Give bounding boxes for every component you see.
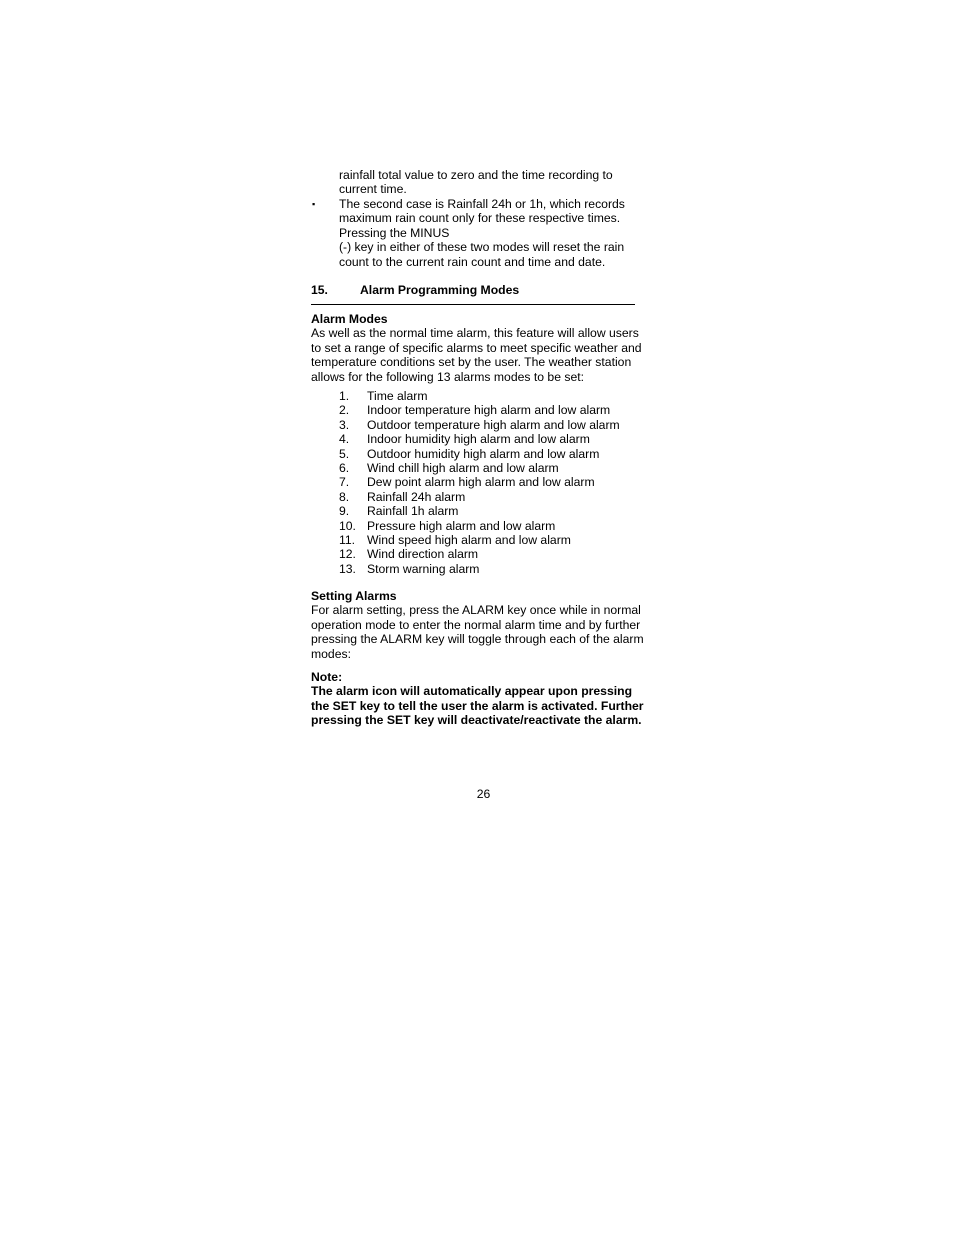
continuation-line: rainfall total value to zero and the time recording to <box>339 168 613 182</box>
list-item-number: 3. <box>339 417 350 432</box>
list-item-label: Indoor temperature high alarm and low alarm <box>367 403 611 418</box>
list-item-number: 10. <box>339 518 356 533</box>
list-item <box>311 504 659 518</box>
section-title: Alarm Programming Modes <box>360 283 520 297</box>
list-item-label: Rainfall 24h alarm <box>367 489 466 504</box>
alarm-list <box>311 389 659 576</box>
list-item-number: 9. <box>339 504 350 519</box>
list-item-label: Rainfall 1h alarm <box>367 504 459 519</box>
list-item-label: Outdoor humidity high alarm and low alarm <box>367 446 600 461</box>
alarm-modes-line: to set a range of specific alarms to meet specific weather and <box>311 340 642 355</box>
bullet-item <box>311 197 659 269</box>
list-item <box>311 403 659 417</box>
setting-alarms-line: For alarm setting, press the ALARM key once while in normal <box>311 603 641 618</box>
list-item-label: Wind chill high alarm and low alarm <box>367 461 559 476</box>
list-item-label: Storm warning alarm <box>367 561 480 576</box>
list-item <box>311 389 659 403</box>
bullet-line: Pressing the MINUS <box>339 225 450 240</box>
note-heading: Note: <box>311 670 343 684</box>
alarm-modes-line: As well as the normal time alarm, this feature will allow users <box>311 326 639 341</box>
list-item-number: 12. <box>339 547 356 562</box>
alarm-modes-section <box>311 312 659 384</box>
list-item-label: Time alarm <box>367 389 428 403</box>
list-item <box>311 432 659 446</box>
list-item-number: 5. <box>339 446 350 461</box>
alarm-modes-line: allows for the following 13 alarms modes to be set: <box>311 369 584 384</box>
bullet-line: count to the current rain count and time and date. <box>339 254 606 269</box>
list-item-number: 6. <box>339 461 350 476</box>
list-item-label: Wind speed high alarm and low alarm <box>367 533 571 548</box>
section-number: 15. <box>311 283 328 297</box>
page-number: 26 <box>476 787 491 801</box>
bullet-line: maximum rain count only for these respective times. <box>339 211 621 226</box>
list-item <box>311 418 659 432</box>
bullet-line: (-) key in either of these two modes will reset the rain <box>339 240 625 255</box>
setting-alarms-line: operation mode to enter the normal alarm time and by further <box>311 617 641 632</box>
list-item <box>311 461 659 475</box>
list-item-number: 11. <box>339 533 356 548</box>
note-line: pressing the SET key will deactivate/reactivate the alarm. <box>311 713 642 728</box>
list-item-number: 13. <box>339 561 356 576</box>
continuation-line: current time. <box>339 182 407 197</box>
alarm-modes-heading: Alarm Modes <box>311 312 388 326</box>
bullet-line: The second case is Rainfall 24h or 1h, which records <box>339 197 625 211</box>
bullet-row <box>311 197 659 269</box>
list-item-label: Pressure high alarm and low alarm <box>367 518 556 533</box>
list-item <box>311 533 659 547</box>
list-item-number: 8. <box>339 489 350 504</box>
list-item <box>311 562 659 576</box>
list-item-number: 7. <box>339 475 350 490</box>
list-item-label: Wind direction alarm <box>367 547 479 562</box>
continuation-paragraph <box>311 168 659 197</box>
alarm-list-container <box>311 389 659 576</box>
list-item <box>311 447 659 461</box>
note-section <box>311 670 659 728</box>
list-item <box>311 475 659 489</box>
setting-alarms-line: pressing the ALARM key will toggle through each of the alarm <box>311 632 644 647</box>
list-item-number: 2. <box>339 403 350 418</box>
setting-alarms-line: modes: <box>311 646 351 661</box>
setting-alarms-heading: Setting Alarms <box>311 589 397 603</box>
note-line: The alarm icon will automatically appear upon pressing <box>311 684 633 699</box>
setting-alarms-section <box>311 589 659 661</box>
list-item-label: Dew point alarm high alarm and low alarm <box>367 475 595 490</box>
alarm-modes-line: temperature conditions set by the user. The weather station <box>311 355 632 370</box>
list-item <box>311 490 659 504</box>
list-item <box>311 519 659 533</box>
section-heading <box>311 283 635 305</box>
list-item-label: Indoor humidity high alarm and low alarm <box>367 432 590 447</box>
bullet-square-icon: ▪ <box>312 199 316 209</box>
list-item-number: 1. <box>339 389 350 403</box>
list-item-label: Outdoor temperature high alarm and low alarm <box>367 417 620 432</box>
note-line: the SET key to tell the user the alarm is activated. Further <box>311 698 644 713</box>
list-item <box>311 547 659 561</box>
list-item-number: 4. <box>339 432 350 447</box>
